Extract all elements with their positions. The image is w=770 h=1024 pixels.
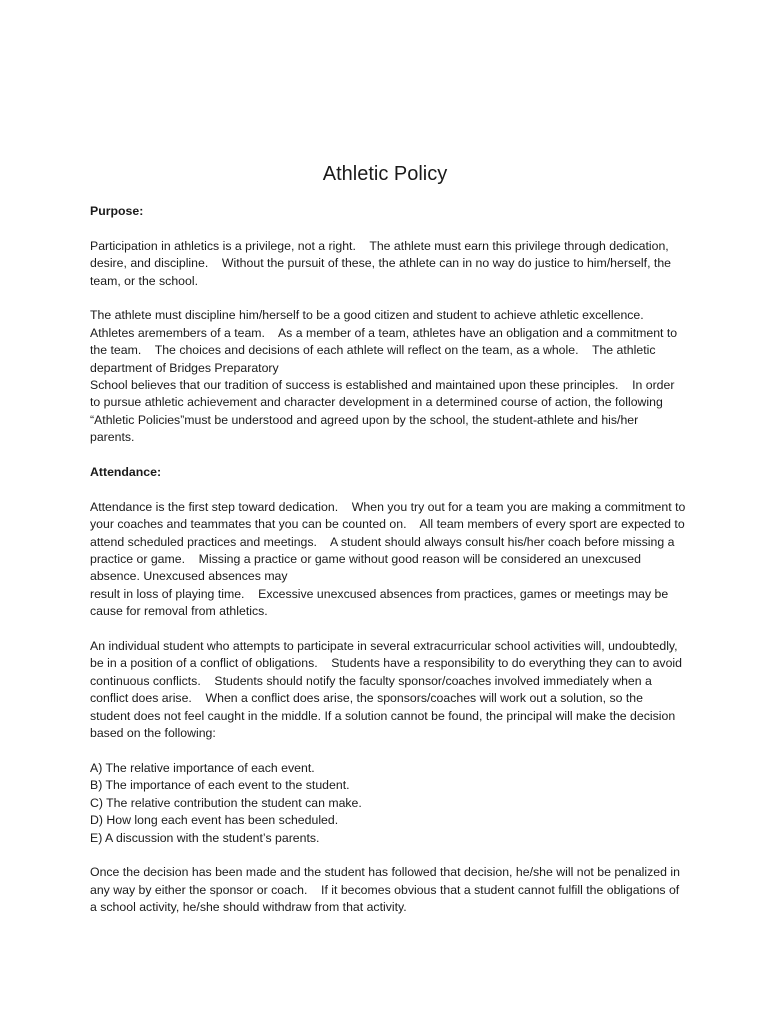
page-title: Athletic Policy: [322, 163, 448, 185]
list-item: E) A discussion with the student’s parents.: [90, 830, 320, 845]
purpose-heading: Purpose:: [90, 204, 144, 218]
purpose-paragraph-1: Participation in athletics is a privilege, not a right. The athlete must earn this privilege through dedication, desire, and discipline. Without the pursuit of these, the athlete can in no way do justice to him/herself, the team, or the school.: [90, 238, 675, 288]
list-item: D) How long each event has been scheduled.: [90, 813, 339, 828]
attendance-paragraph-2: An individual student who attempts to participate in several extracurricular school activities will, undoubtedly, be in a position of a conflict of obligations. Students have a responsibility to do everything they can to avoid continuous conflicts. Students should notify the faculty sponsor/coaches involved immediately when a conflict does arise. When a conflict does arise, the sponsors/coaches will work out a solution, so the student does not feel caught in the middle. If a solution cannot be found, the principal will make the decision based on the following:: [90, 639, 686, 741]
attendance-paragraph-1: Attendance is the first step toward dedication. When you try out for a team you are making a commitment to your coaches and teammates that you can be counted on. All team members of every sport are expected to attend scheduled practices and meetings. A student should always consult his/her coach before missing a practice or game. Missing a practice or game without good reason will be considered an unexcused absence. Unexcused absences may result in loss of playing time. Excessive unexcused absences from practices, games or meetings may be cause for removal from athletics.: [90, 499, 686, 619]
list-item: A) The relative importance of each event.: [90, 760, 315, 775]
list-item: C) The relative contribution the student can make.: [90, 795, 362, 810]
document-body: [90, 203, 686, 934]
decision-criteria-list: [90, 760, 686, 847]
attendance-heading: Attendance:: [90, 465, 162, 480]
purpose-paragraph-2: The athlete must discipline him/herself to be a good citizen and student to achieve athletic excellence. Athletes aremembers of a team. As a member of a team, athletes have an obligation and a commitment to the team. The choices and decisions of each athlete will reflect on the team, as a whole. The athletic department of Bridges Preparatory School believes that our tradition of success is established and maintained upon these principles. In order to pursue athletic achievement and character development in a determined course of action, the following “Athletic Policies”must be understood and agreed upon by the school, the student-athlete and his/her parents.: [90, 308, 678, 445]
list-item: B) The importance of each event to the student.: [90, 778, 350, 793]
closing-paragraph: Once the decision has been made and the student has followed that decision, he/she will not be penalized in any way by either the sponsor or coach. If it becomes obvious that a student cannot fulfill the obligations of a school activity, he/she should withdraw from that activity.: [90, 865, 684, 915]
